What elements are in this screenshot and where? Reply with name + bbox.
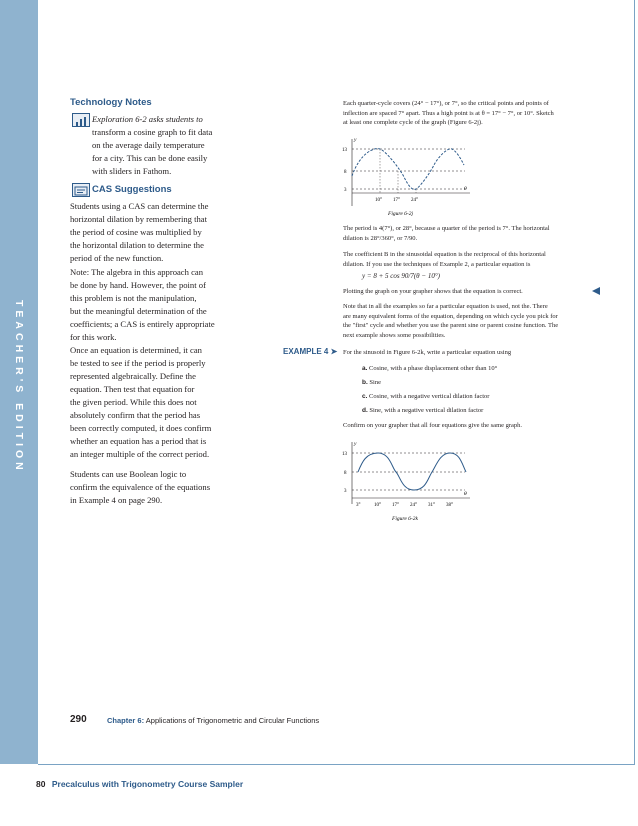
figure-6-2j <box>340 133 480 221</box>
text-line: confirm the equivalence of the equations <box>70 482 211 492</box>
fig2-ytick: 13 <box>342 452 347 457</box>
fig2-ytick: 3 <box>344 489 347 494</box>
particular-equation: y = 8 + 5 cos 90/7(θ − 10°) <box>362 272 440 280</box>
sidebar-label-text: TEACHER'S EDITION <box>13 300 25 474</box>
option-letter: a. <box>362 365 368 372</box>
text-line: inflection are spaced 7° apart. Thus a high point is at θ = 17° − 7°, or 10°. Sketch <box>343 109 554 117</box>
option-letter: b. <box>362 379 368 386</box>
technology-notes-text <box>92 113 262 178</box>
fig1-caption: Figure 6-2j <box>388 211 413 217</box>
text-line: represented algebraically. Define the <box>70 371 196 381</box>
sidebar-label <box>0 300 38 600</box>
sampler-number: 80 <box>36 779 46 789</box>
example-options <box>362 362 612 418</box>
fig2-curve <box>358 453 466 490</box>
text-line: this problem is not the manipulation, <box>70 293 197 303</box>
text-line: with sliders in Fathom. <box>92 166 172 176</box>
example-4-label <box>283 347 337 356</box>
option-text: Cosine, with a phase displacement other than 10° <box>369 365 498 372</box>
fig2-xtick: 17° <box>392 503 399 508</box>
text-line: Students using a CAS can determine the <box>70 201 209 211</box>
cas-paragraph-1 <box>70 200 270 265</box>
fig2-ylabel: y <box>354 441 357 447</box>
fig1-ytick: 13 <box>342 148 347 153</box>
text-line: the horizontal dilation to determine the <box>70 240 204 250</box>
text-line: Exploration 6-2 asks students to <box>92 114 203 124</box>
coefficient-paragraph <box>343 250 613 269</box>
fig2-axes <box>352 442 470 504</box>
chapter-title: Applications of Trigonometric and Circular Functions <box>145 716 320 725</box>
text-line: the given period. While this does not <box>70 397 197 407</box>
fig2-xtick: 10° <box>374 503 381 508</box>
text-line: the period of cosine was multiplied by <box>70 227 202 237</box>
option-text: Sine, with a negative vertical dilation factor <box>369 407 484 414</box>
text-line: Note that in all the examples so far a particular equation is used, not the. There <box>343 303 548 310</box>
fig2-xtick: 31° <box>428 503 435 508</box>
confirm-sentence: Confirm on your grapher that all four equations give the same graph. <box>343 422 523 429</box>
text-line: coefficients; a CAS is entirely appropriate <box>70 319 215 329</box>
fig2-xtick: 24° <box>410 503 417 508</box>
cas-paragraph-3 <box>70 344 275 461</box>
fig1-xtick: 24° <box>411 198 418 203</box>
text-line: be done by hand. However, the point of <box>70 280 206 290</box>
fig1-ylabel: y <box>354 137 357 143</box>
text-line: absolutely confirm that the period has <box>70 410 201 420</box>
text-line: be tested to see if the period is properly <box>70 358 206 368</box>
text-line: for this work. <box>70 332 117 342</box>
text-line: for a city. This can be done easily <box>92 153 208 163</box>
example-4-text: EXAMPLE 4 <box>283 347 329 356</box>
page-number: 290 <box>70 714 87 725</box>
text-line: The coefficient B in the sinusoidal equation is the reciprocal of this horizontal <box>343 251 546 258</box>
fig2-xtick: 3° <box>356 503 361 508</box>
fig1-xlabel: θ <box>464 186 467 192</box>
plotting-sentence: Plotting the graph on your grapher shows that the equation is correct. <box>343 288 523 295</box>
fig2-xtick: 38° <box>446 503 453 508</box>
fig2-caption: Figure 6-2k <box>392 516 418 522</box>
text-line: on the average daily temperature <box>92 140 205 150</box>
text-line: period of the new function. <box>70 253 164 263</box>
fig2-ytick: 8 <box>344 471 347 476</box>
chapter-footer <box>107 716 319 725</box>
fig1-ytick: 8 <box>344 170 347 175</box>
option-letter: c. <box>362 393 368 400</box>
text-line: are many equivalent forms of the equation, depending on which cycle you pick for <box>343 312 558 320</box>
text-line: been correctly computed, it does confirm <box>70 423 212 433</box>
fig1-curve <box>352 149 464 190</box>
text-line: the "first" cycle and whether you use the parent sine or parent cosine function. The <box>343 322 559 330</box>
calculator-icon <box>72 113 90 127</box>
cas-icon <box>72 183 90 197</box>
fig1-xtick: 17° <box>393 198 400 203</box>
chapter-label: Chapter 6: <box>107 716 145 725</box>
fig1-ytick: 3 <box>344 188 347 193</box>
cas-suggestions-heading: CAS Suggestions <box>92 184 172 195</box>
text-line: in Example 4 on page 290. <box>70 495 163 505</box>
text-line: dilation. If you use the techniques of Example 2, a particular equation is <box>343 260 531 268</box>
option-text: Sine <box>369 379 381 386</box>
fig2-xlabel: θ <box>464 491 467 497</box>
text-line: transform a cosine graph to fit data <box>92 127 213 137</box>
text-line: The period is 4(7°), or 28°, because a quarter of the period is 7°. The horizontal <box>343 225 550 232</box>
note-paragraph <box>343 302 615 340</box>
fig1-xtick: 10° <box>375 198 382 203</box>
sampler-title: Precalculus with Trigonometry Course Sampler <box>51 779 244 789</box>
cas-paragraph-2 <box>70 266 270 344</box>
option-c <box>362 390 612 404</box>
example-prompt: For the sinusoid in Figure 6-2k, write a particular equation using <box>343 349 512 356</box>
text-line: an integer multiple of the correct period. <box>70 449 210 459</box>
period-paragraph <box>343 224 613 243</box>
text-line: dilation is 28°/360°, or 7/90. <box>343 234 418 242</box>
text-line: horizontal dilation by remembering that <box>70 214 207 224</box>
figure-6-2k <box>340 438 480 526</box>
option-letter: d. <box>362 407 368 414</box>
text-line: next example shows some possibilities. <box>343 331 446 339</box>
text-line: Each quarter-cycle covers (24° − 17°), or 7°, so the critical points and points of <box>343 100 549 107</box>
technology-notes-heading: Technology Notes <box>70 97 152 108</box>
intro-paragraph <box>343 99 613 128</box>
example-arrow-icon: ➤ <box>330 347 338 356</box>
option-a <box>362 362 612 376</box>
option-d <box>362 404 612 418</box>
sampler-footer <box>36 779 243 789</box>
option-text: Cosine, with a negative vertical dilation factor <box>369 393 490 400</box>
text-line: but the meaningful determination of the <box>70 306 207 316</box>
text-line: equation. Then test that equation for <box>70 384 195 394</box>
cas-paragraph-4 <box>70 468 275 507</box>
text-line: Once an equation is determined, it can <box>70 345 202 355</box>
margin-arrow-icon <box>592 287 601 295</box>
option-b <box>362 376 612 390</box>
text-line: Students can use Boolean logic to <box>70 469 187 479</box>
text-line: whether an equation has a period that is <box>70 436 207 446</box>
text-line: Note: The algebra in this approach can <box>70 267 203 277</box>
text-line: at least one complete cycle of the graph (Figure 6-2j). <box>343 119 483 127</box>
